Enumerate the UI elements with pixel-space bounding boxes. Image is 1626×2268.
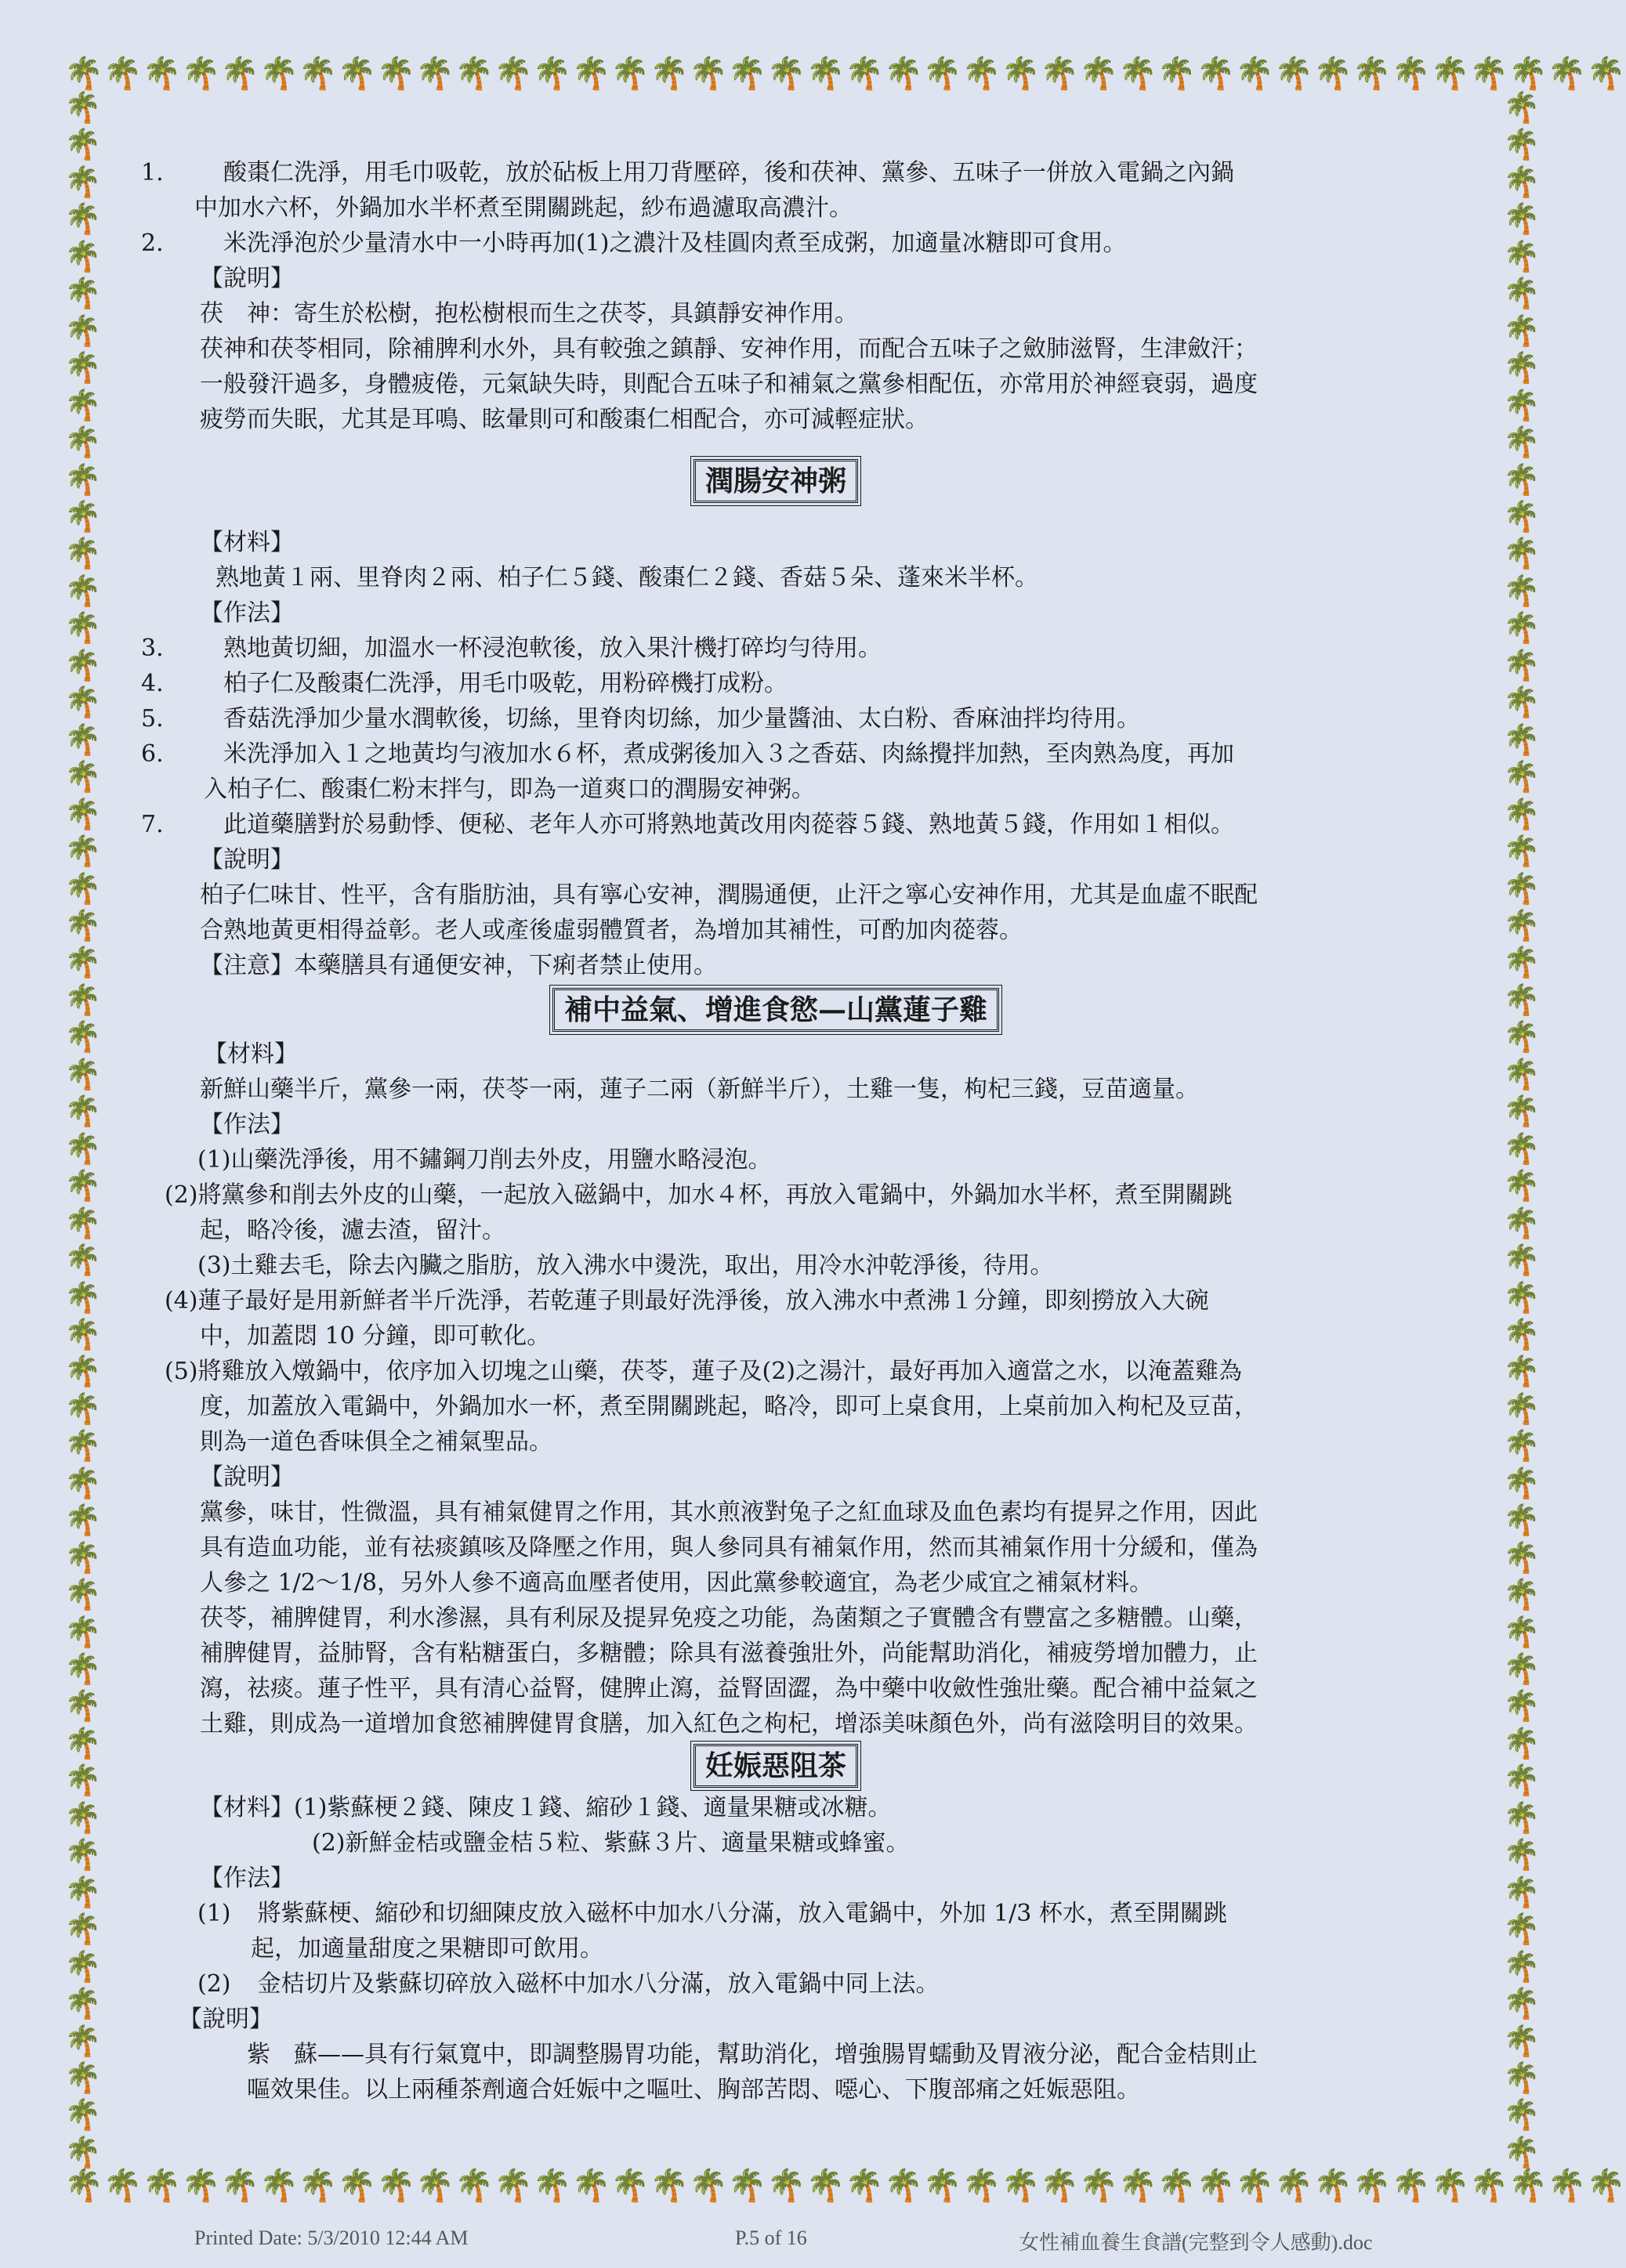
palm-tree-icon: 🌴 xyxy=(727,2168,767,2204)
palm-tree-icon: 🌴 xyxy=(64,1948,102,1984)
palm-tree-icon: 🌴 xyxy=(1117,56,1157,92)
note-line: 瀉，祛痰。蓮子性平，具有清心益腎，健脾止瀉，益腎固澀，為中藥中收斂性強壯藥。配合補中益氣之 xyxy=(200,1675,1258,1702)
palm-tree-icon: 🌴 xyxy=(806,56,846,92)
palm-tree-icon: 🌴 xyxy=(766,56,806,92)
palm-tree-icon: 🌴 xyxy=(1503,1614,1541,1649)
step-line: 中，加蓋悶 10 分鐘，即可軟化。 xyxy=(200,1322,551,1350)
step-line: (1)山藥洗淨後，用不鏽鋼刀削去外皮，用鹽水略浸泡。 xyxy=(197,1146,772,1174)
note-label: 【說明】 xyxy=(200,1463,294,1491)
palm-tree-icon: 🌴 xyxy=(1503,238,1541,273)
palm-tree-icon: 🌴 xyxy=(1503,1279,1541,1315)
section-3-title-wrap xyxy=(141,983,1411,1036)
palm-tree-icon: 🌴 xyxy=(1503,1019,1541,1054)
decorative-border-right xyxy=(1503,92,1541,2167)
palm-tree-icon: 🌴 xyxy=(1503,796,1541,831)
palm-tree-icon: 🌴 xyxy=(64,1391,102,1426)
palm-tree-icon: 🌴 xyxy=(64,722,102,757)
palm-tree-icon: 🌴 xyxy=(64,2097,102,2132)
palm-tree-icon: 🌴 xyxy=(650,56,689,92)
section-2-title-wrap xyxy=(141,437,1411,525)
palm-tree-icon: 🌴 xyxy=(845,56,885,92)
section-title: 補中益氣、增進食慾—山黨蓮子雞 xyxy=(552,988,999,1032)
step-line: 6. 米洗淨加入１之地黃均勻液加水６杯，煮成粥後加入３之香菇、肉絲攪拌加熱，至肉熟為度，再加 xyxy=(141,740,1234,768)
palm-tree-icon: 🌴 xyxy=(1352,56,1392,92)
step-line: 中加水六杯，外鍋加水半杯煮至開關跳起，紗布過濾取高濃汁。 xyxy=(194,194,853,222)
palm-tree-icon: 🌴 xyxy=(64,276,102,311)
step-line: 則為一道色香味俱全之補氣聖品。 xyxy=(200,1428,552,1456)
palm-tree-icon: 🌴 xyxy=(689,2168,728,2204)
palm-tree-icon: 🌴 xyxy=(64,1539,102,1575)
palm-tree-icon: 🌴 xyxy=(1391,56,1431,92)
step-line: 2. 米洗淨泡於少量清水中一小時再加(1)之濃汁及桂圓肉煮至成粥，加適量冰糖即可食用。 xyxy=(141,230,1127,257)
decorative-border-left xyxy=(64,92,102,2167)
palm-tree-icon: 🌴 xyxy=(1352,2168,1392,2204)
palm-tree-icon: 🌴 xyxy=(1503,1316,1541,1351)
palm-tree-icon: 🌴 xyxy=(259,2168,299,2204)
palm-tree-icon: 🌴 xyxy=(64,536,102,571)
materials-line: 【材料】(1)紫蘇梗２錢、陳皮１錢、縮砂１錢、適量果糖或冰糖。 xyxy=(200,1794,892,1821)
palm-tree-icon: 🌴 xyxy=(1503,1912,1541,1947)
palm-tree-icon: 🌴 xyxy=(1503,685,1541,720)
decorative-border-top xyxy=(64,55,1626,92)
palm-tree-icon: 🌴 xyxy=(1001,56,1041,92)
palm-tree-icon: 🌴 xyxy=(181,56,221,92)
palm-tree-icon: 🌴 xyxy=(454,2168,494,2204)
palm-tree-icon: 🌴 xyxy=(1547,2168,1587,2204)
palm-tree-icon: 🌴 xyxy=(64,759,102,794)
palm-tree-icon: 🌴 xyxy=(532,2168,572,2204)
palm-tree-icon: 🌴 xyxy=(1503,1056,1541,1091)
palm-tree-icon: 🌴 xyxy=(64,1279,102,1315)
step-line: 3. 熟地黃切細，加溫水一杯浸泡軟後，放入果汁機打碎均勻待用。 xyxy=(141,635,882,662)
palm-tree-icon: 🌴 xyxy=(689,56,728,92)
palm-tree-icon: 🌴 xyxy=(64,982,102,1017)
palm-tree-icon: 🌴 xyxy=(64,461,102,497)
palm-tree-icon: 🌴 xyxy=(1503,1688,1541,1724)
section-4-title-wrap xyxy=(141,1742,1411,1790)
materials-text: 熟地黃１兩、里脊肉２兩、柏子仁５錢、酸棗仁２錢、香菇５朵、蓬來米半杯。 xyxy=(215,564,1038,591)
method-label: 【作法】 xyxy=(200,1111,294,1138)
palm-tree-icon: 🌴 xyxy=(1503,610,1541,646)
note-label: 【說明】 xyxy=(200,265,294,292)
palm-tree-icon: 🌴 xyxy=(1503,1577,1541,1612)
note-label: 【說明】 xyxy=(179,2006,273,2033)
palm-tree-icon: 🌴 xyxy=(1503,425,1541,460)
palm-tree-icon: 🌴 xyxy=(64,1316,102,1351)
step-line: (4)蓮子最好是用新鮮者半斤洗淨，若乾蓮子則最好洗淨後，放入沸水中煮沸１分鐘，即刻撈放入大碗 xyxy=(165,1287,1209,1315)
palm-tree-icon: 🌴 xyxy=(1430,2168,1470,2204)
palm-tree-icon: 🌴 xyxy=(64,2134,102,2169)
note-line: 合熟地黃更相得益彰。老人或產後虛弱體質者，為增加其補性，可酌加肉蓯蓉。 xyxy=(200,917,1023,944)
palm-tree-icon: 🌴 xyxy=(884,56,923,92)
palm-tree-icon: 🌴 xyxy=(64,2060,102,2096)
step-line: 4. 柏子仁及酸棗仁洗淨，用毛巾吸乾，用粉碎機打成粉。 xyxy=(141,670,788,697)
palm-tree-icon: 🌴 xyxy=(376,56,416,92)
palm-tree-icon: 🌴 xyxy=(64,1986,102,2021)
palm-tree-icon: 🌴 xyxy=(64,313,102,348)
palm-tree-icon: 🌴 xyxy=(922,56,962,92)
palm-tree-icon: 🌴 xyxy=(1040,56,1080,92)
palm-tree-icon: 🌴 xyxy=(922,2168,962,2204)
palm-tree-icon: 🌴 xyxy=(64,610,102,646)
palm-tree-icon: 🌴 xyxy=(1503,870,1541,906)
palm-tree-icon: 🌴 xyxy=(1503,90,1541,125)
palm-tree-icon: 🌴 xyxy=(298,56,338,92)
palm-tree-icon: 🌴 xyxy=(1274,56,1313,92)
palm-tree-icon: 🌴 xyxy=(961,2168,1001,2204)
palm-tree-icon: 🌴 xyxy=(64,1800,102,1835)
caution-text: 【注意】本藥膳具有通便安神，下痢者禁止使用。 xyxy=(200,952,717,979)
palm-tree-icon: 🌴 xyxy=(1503,498,1541,534)
palm-tree-icon: 🌴 xyxy=(1503,573,1541,608)
palm-tree-icon: 🌴 xyxy=(1196,2168,1236,2204)
palm-tree-icon: 🌴 xyxy=(1503,1094,1541,1129)
palm-tree-icon: 🌴 xyxy=(1503,1428,1541,1463)
palm-tree-icon: 🌴 xyxy=(64,164,102,199)
palm-tree-icon: 🌴 xyxy=(1503,1205,1541,1240)
palm-tree-icon: 🌴 xyxy=(337,2168,377,2204)
palm-tree-icon: 🌴 xyxy=(64,425,102,460)
method-label: 【作法】 xyxy=(200,1865,294,1892)
palm-tree-icon: 🌴 xyxy=(1235,56,1275,92)
palm-tree-icon: 🌴 xyxy=(1469,56,1509,92)
note-line: 疲勞而失眠，尤其是耳鳴、眩暈則可和酸棗仁相配合，亦可減輕症狀。 xyxy=(200,406,929,433)
palm-tree-icon: 🌴 xyxy=(1157,2168,1197,2204)
palm-tree-icon: 🌴 xyxy=(1503,387,1541,422)
note-line: 嘔效果佳。以上兩種茶劑適合妊娠中之嘔吐、胸部苦悶、噁心、下腹部痛之妊娠惡阻。 xyxy=(247,2076,1140,2103)
palm-tree-icon: 🌴 xyxy=(1117,2168,1157,2204)
palm-tree-icon: 🌴 xyxy=(884,2168,923,2204)
palm-tree-icon: 🌴 xyxy=(493,56,533,92)
palm-tree-icon: 🌴 xyxy=(103,56,143,92)
palm-tree-icon: 🌴 xyxy=(1503,1130,1541,1166)
palm-tree-icon: 🌴 xyxy=(571,2168,611,2204)
note-line: 茯苓，補脾健胃，利水滲濕，具有利尿及提昇免疫之功能，為菌類之子實體含有豐富之多糖體。山藥， xyxy=(200,1604,1258,1632)
note-line: 紫 蘇——具有行氣寬中，即調整腸胃功能，幫助消化，增強腸胃蠕動及胃液分泌，配合金桔則止 xyxy=(247,2041,1258,2068)
palm-tree-icon: 🌴 xyxy=(376,2168,416,2204)
palm-tree-icon: 🌴 xyxy=(1503,759,1541,794)
palm-tree-icon: 🌴 xyxy=(64,1019,102,1054)
palm-tree-icon: 🌴 xyxy=(64,834,102,869)
step-line: (3)土雞去毛，除去內臟之脂肪，放入沸水中燙洗，取出，用冷水沖乾淨後，待用。 xyxy=(197,1252,1054,1279)
palm-tree-icon: 🌴 xyxy=(259,56,299,92)
palm-tree-icon: 🌴 xyxy=(1391,2168,1431,2204)
palm-tree-icon: 🌴 xyxy=(64,796,102,831)
palm-tree-icon: 🌴 xyxy=(1503,1391,1541,1426)
note-line: 人參之 1/2～1/8，另外人參不適高血壓者使用，因此黨參較適宜，為老少咸宜之補氣材料。 xyxy=(200,1569,1153,1597)
palm-tree-icon: 🌴 xyxy=(961,56,1001,92)
palm-tree-icon: 🌴 xyxy=(650,2168,689,2204)
palm-tree-icon: 🌴 xyxy=(64,1725,102,1760)
palm-tree-icon: 🌴 xyxy=(1503,164,1541,199)
step-line: (1) 將紫蘇梗、縮砂和切細陳皮放入磁杯中加水八分滿，放入電鍋中，外加 1/3 杯水，煮至開關跳 xyxy=(197,1900,1227,1927)
step-line: 入柏子仁、酸棗仁粉末拌勻，即為一道爽口的潤腸安神粥。 xyxy=(204,776,815,803)
palm-tree-icon: 🌴 xyxy=(1547,56,1587,92)
palm-tree-icon: 🌴 xyxy=(64,1503,102,1538)
palm-tree-icon: 🌴 xyxy=(64,1763,102,1798)
palm-tree-icon: 🌴 xyxy=(1157,56,1197,92)
palm-tree-icon: 🌴 xyxy=(64,201,102,237)
palm-tree-icon: 🌴 xyxy=(64,1837,102,1872)
palm-tree-icon: 🌴 xyxy=(1503,461,1541,497)
palm-tree-icon: 🌴 xyxy=(1430,56,1470,92)
palm-tree-icon: 🌴 xyxy=(610,56,650,92)
palm-tree-icon: 🌴 xyxy=(727,56,767,92)
palm-tree-icon: 🌴 xyxy=(64,127,102,162)
section-title: 妊娠惡阻茶 xyxy=(693,1744,858,1788)
palm-tree-icon: 🌴 xyxy=(1503,1465,1541,1500)
step-line: 度，加蓋放入電鍋中，外鍋加水一杯，煮至開關跳起，略冷，即可上桌食用，上桌前加入枸杞及豆苗， xyxy=(200,1393,1258,1420)
palm-tree-icon: 🌴 xyxy=(1503,1948,1541,1984)
palm-tree-icon: 🌴 xyxy=(1079,2168,1118,2204)
materials-label: 【材料】 xyxy=(204,1040,298,1068)
palm-tree-icon: 🌴 xyxy=(337,56,377,92)
palm-tree-icon: 🌴 xyxy=(142,2168,182,2204)
palm-tree-icon: 🌴 xyxy=(1503,276,1541,311)
palm-tree-icon: 🌴 xyxy=(64,387,102,422)
step-line: (2)將黨參和削去外皮的山藥，一起放入磁鍋中，加水４杯，再放入電鍋中，外鍋加水半杯，煮至開關跳 xyxy=(165,1181,1233,1209)
page-footer xyxy=(0,2226,1605,2254)
palm-tree-icon: 🌴 xyxy=(64,573,102,608)
palm-tree-icon: 🌴 xyxy=(1274,2168,1313,2204)
palm-tree-icon: 🌴 xyxy=(415,56,455,92)
palm-tree-icon: 🌴 xyxy=(806,2168,846,2204)
palm-tree-icon: 🌴 xyxy=(64,1912,102,1947)
note-line: 土雞，則成為一道增加食慾補脾健胃食膳，加入紅色之枸杞，增添美味顏色外，尚有滋陰明目的效果。 xyxy=(200,1710,1258,1738)
palm-tree-icon: 🌴 xyxy=(64,1577,102,1612)
palm-tree-icon: 🌴 xyxy=(64,1130,102,1166)
document-body xyxy=(141,155,1411,2107)
file-name: 女性補血養生食譜(完整到令人感動).doc xyxy=(1019,2231,1373,2254)
palm-tree-icon: 🌴 xyxy=(1503,313,1541,348)
step-line: 7. 此道藥膳對於易動悸、便秘、老年人亦可將熟地黃改用肉蓯蓉５錢、熟地黃５錢，作用如１相似。 xyxy=(141,811,1234,838)
palm-tree-icon: 🌴 xyxy=(1235,2168,1275,2204)
palm-tree-icon: 🌴 xyxy=(64,498,102,534)
decorative-border-bottom xyxy=(64,2167,1626,2205)
section-1-steps xyxy=(141,155,1411,437)
palm-tree-icon: 🌴 xyxy=(1503,350,1541,385)
palm-tree-icon: 🌴 xyxy=(1586,2168,1626,2204)
step-line: 起，加適量甜度之果糖即可飲用。 xyxy=(251,1935,603,1962)
palm-tree-icon: 🌴 xyxy=(1503,1800,1541,1835)
palm-tree-icon: 🌴 xyxy=(1508,56,1548,92)
printed-date: Printed Date: 5/3/2010 12:44 AM xyxy=(194,2226,469,2249)
palm-tree-icon: 🌴 xyxy=(493,2168,533,2204)
palm-tree-icon: 🌴 xyxy=(64,1651,102,1687)
palm-tree-icon: 🌴 xyxy=(64,907,102,942)
palm-tree-icon: 🌴 xyxy=(1503,907,1541,942)
step-line: 1. 酸棗仁洗淨，用毛巾吸乾，放於砧板上用刀背壓碎，後和茯神、黨參、五味子一併放入電鍋之內鍋 xyxy=(141,159,1234,186)
palm-tree-icon: 🌴 xyxy=(142,56,182,92)
palm-tree-icon: 🌴 xyxy=(64,1056,102,1091)
palm-tree-icon: 🌴 xyxy=(1503,127,1541,162)
palm-tree-icon: 🌴 xyxy=(64,1168,102,1203)
palm-tree-icon: 🌴 xyxy=(1503,2134,1541,2169)
palm-tree-icon: 🌴 xyxy=(1503,1168,1541,1203)
palm-tree-icon: 🌴 xyxy=(1503,2023,1541,2058)
step-line: (2) 金桔切片及紫蘇切碎放入磁杯中加水八分滿，放入電鍋中同上法。 xyxy=(197,1970,940,1998)
palm-tree-icon: 🌴 xyxy=(64,1354,102,1389)
palm-tree-icon: 🌴 xyxy=(1503,1243,1541,1278)
palm-tree-icon: 🌴 xyxy=(1503,2097,1541,2132)
note-line: 茯神和茯苓相同，除補脾利水外，具有較強之鎮靜、安神作用，而配合五味子之斂肺滋腎，生津斂汗； xyxy=(200,335,1258,363)
palm-tree-icon: 🌴 xyxy=(1503,201,1541,237)
palm-tree-icon: 🌴 xyxy=(1503,1874,1541,1909)
step-line: (5)將雞放入燉鍋中，依序加入切塊之山藥，茯苓，蓮子及(2)之湯汁，最好再加入適當之水，以淹蓋雞為 xyxy=(165,1358,1242,1385)
materials-text: 新鮮山藥半斤，黨參一兩，茯苓一兩，蓮子二兩（新鮮半斤），土雞一隻，枸杞三錢，豆苗適量。 xyxy=(200,1076,1199,1103)
palm-tree-icon: 🌴 xyxy=(1508,2168,1548,2204)
palm-tree-icon: 🌴 xyxy=(64,1205,102,1240)
palm-tree-icon: 🌴 xyxy=(64,238,102,273)
palm-tree-icon: 🌴 xyxy=(220,2168,260,2204)
palm-tree-icon: 🌴 xyxy=(845,2168,885,2204)
palm-tree-icon: 🌴 xyxy=(64,1243,102,1278)
palm-tree-icon: 🌴 xyxy=(1503,1539,1541,1575)
palm-tree-icon: 🌴 xyxy=(1503,2060,1541,2096)
palm-tree-icon: 🌴 xyxy=(1503,1503,1541,1538)
palm-tree-icon: 🌴 xyxy=(64,2023,102,2058)
palm-tree-icon: 🌴 xyxy=(298,2168,338,2204)
note-line: 茯 神：寄生於松樹，抱松樹根而生之茯苓，具鎮靜安神作用。 xyxy=(200,300,858,327)
palm-tree-icon: 🌴 xyxy=(64,647,102,682)
palm-tree-icon: 🌴 xyxy=(1503,647,1541,682)
palm-tree-icon: 🌴 xyxy=(454,56,494,92)
palm-tree-icon: 🌴 xyxy=(1313,56,1353,92)
palm-tree-icon: 🌴 xyxy=(1313,2168,1353,2204)
palm-tree-icon: 🌴 xyxy=(1503,536,1541,571)
note-line: 補脾健胃，益肺腎，含有粘糖蛋白，多糖體；除具有滋養強壯外，尚能幫助消化，補疲勞增加體力，止 xyxy=(200,1640,1258,1667)
palm-tree-icon: 🌴 xyxy=(1040,2168,1080,2204)
palm-tree-icon: 🌴 xyxy=(64,685,102,720)
palm-tree-icon: 🌴 xyxy=(1586,56,1626,92)
palm-tree-icon: 🌴 xyxy=(64,945,102,980)
palm-tree-icon: 🌴 xyxy=(1079,56,1118,92)
palm-tree-icon: 🌴 xyxy=(64,90,102,125)
palm-tree-icon: 🌴 xyxy=(766,2168,806,2204)
palm-tree-icon: 🌴 xyxy=(1503,1986,1541,2021)
palm-tree-icon: 🌴 xyxy=(1503,945,1541,980)
palm-tree-icon: 🌴 xyxy=(64,1094,102,1129)
materials-label: 【材料】 xyxy=(200,529,294,556)
palm-tree-icon: 🌴 xyxy=(1503,1837,1541,1872)
note-line: 具有造血功能，並有祛痰鎮咳及降壓之作用，與人參同具有補氣作用，然而其補氣作用十分緩和，僅為 xyxy=(200,1534,1258,1561)
palm-tree-icon: 🌴 xyxy=(1503,722,1541,757)
palm-tree-icon: 🌴 xyxy=(103,2168,143,2204)
palm-tree-icon: 🌴 xyxy=(1469,2168,1509,2204)
palm-tree-icon: 🌴 xyxy=(64,350,102,385)
palm-tree-icon: 🌴 xyxy=(532,56,572,92)
palm-tree-icon: 🌴 xyxy=(1001,2168,1041,2204)
palm-tree-icon: 🌴 xyxy=(64,1688,102,1724)
palm-tree-icon: 🌴 xyxy=(1503,982,1541,1017)
method-label: 【作法】 xyxy=(200,599,294,627)
palm-tree-icon: 🌴 xyxy=(1503,1725,1541,1760)
palm-tree-icon: 🌴 xyxy=(1503,834,1541,869)
palm-tree-icon: 🌴 xyxy=(64,870,102,906)
step-line: 5. 香菇洗淨加少量水潤軟後，切絲，里脊肉切絲，加少量醬油、太白粉、香麻油拌均待用。 xyxy=(141,705,1140,732)
palm-tree-icon: 🌴 xyxy=(1503,1354,1541,1389)
palm-tree-icon: 🌴 xyxy=(220,56,260,92)
palm-tree-icon: 🌴 xyxy=(64,56,103,92)
step-line: 起，略冷後，濾去渣，留汁。 xyxy=(200,1217,505,1244)
palm-tree-icon: 🌴 xyxy=(64,1465,102,1500)
palm-tree-icon: 🌴 xyxy=(181,2168,221,2204)
page-number: P.5 of 16 xyxy=(735,2226,807,2249)
note-line: 柏子仁味甘、性平，含有脂肪油，具有寧心安神，潤腸通便，止汗之寧心安神作用，尤其是血虛不眠配 xyxy=(200,881,1258,909)
palm-tree-icon: 🌴 xyxy=(64,2168,103,2204)
palm-tree-icon: 🌴 xyxy=(1503,1651,1541,1687)
palm-tree-icon: 🌴 xyxy=(1503,1763,1541,1798)
note-line: 一般發汗過多，身體疲倦，元氣缺失時，則配合五味子和補氣之黨參相配伍，亦常用於神經衰弱，過度 xyxy=(200,371,1258,398)
section-title: 潤腸安神粥 xyxy=(693,459,858,503)
materials-line: (2)新鮮金桔或鹽金桔５粒、紫蘇３片、適量果糖或蜂蜜。 xyxy=(312,1829,910,1857)
palm-tree-icon: 🌴 xyxy=(64,1614,102,1649)
palm-tree-icon: 🌴 xyxy=(64,1874,102,1909)
palm-tree-icon: 🌴 xyxy=(64,1428,102,1463)
palm-tree-icon: 🌴 xyxy=(571,56,611,92)
note-label: 【說明】 xyxy=(200,846,294,874)
palm-tree-icon: 🌴 xyxy=(610,2168,650,2204)
palm-tree-icon: 🌴 xyxy=(415,2168,455,2204)
palm-tree-icon: 🌴 xyxy=(1196,56,1236,92)
note-line: 黨參，味甘，性微溫，具有補氣健胃之作用，其水煎液對兔子之紅血球及血色素均有提昇之作用，因此 xyxy=(200,1499,1258,1526)
